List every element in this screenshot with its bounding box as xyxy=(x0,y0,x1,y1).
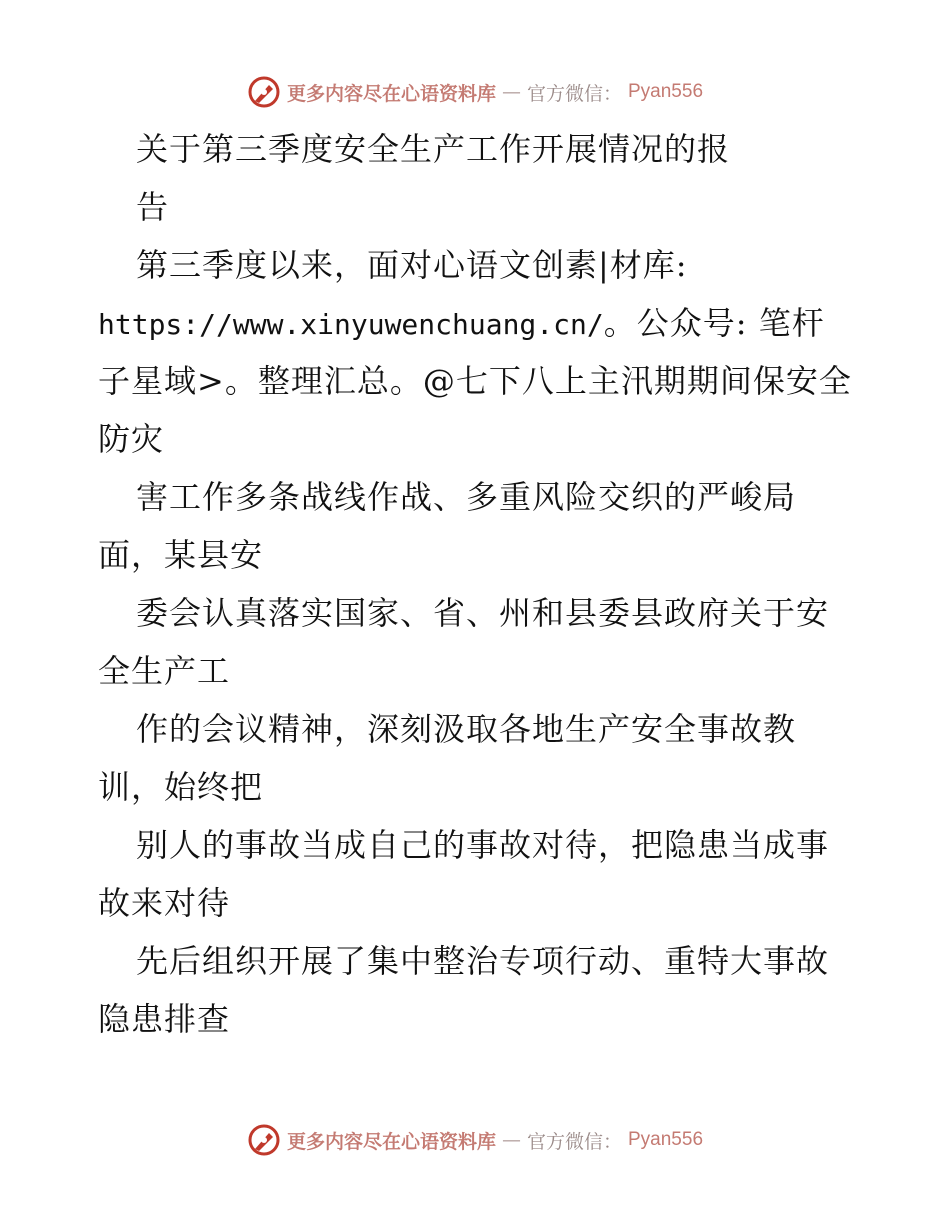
pen-nib-circle-logo-icon xyxy=(247,1123,281,1157)
body-text-line: 作的会议精神，深刻汲取各地生产安全事故教 xyxy=(136,710,797,748)
document-body xyxy=(98,120,858,1048)
banner-wechat-label: 官方微信： xyxy=(526,1130,622,1153)
body-text-line: 故来对待 xyxy=(98,884,231,922)
body-text-line: 子星域>。整理汇总。@七下八上主汛期期间保安全 xyxy=(98,362,852,400)
body-text-line: 别人的事故当成自己的事故对待，把隐患当成事 xyxy=(136,826,830,864)
body-text-line: 全生产工 xyxy=(98,652,231,690)
pen-nib-circle-logo-icon xyxy=(247,75,281,109)
banner-wechat-id: Pyan556 xyxy=(628,1129,704,1150)
body-text-segment: 。公众号: 笔杆 xyxy=(603,304,825,342)
url-text: https://www.xinyuwenchuang.cn/ xyxy=(98,308,604,341)
footer-watermark-banner xyxy=(0,1120,950,1160)
banner-wechat-id: Pyan556 xyxy=(628,81,704,102)
body-text-line: 防灾 xyxy=(98,420,165,458)
body-text-line xyxy=(98,294,858,352)
body-text-line: 第三季度以来，面对心语文创素|材库: xyxy=(136,246,688,284)
document-title-line-2: 告 xyxy=(136,188,170,226)
document-title-line-1: 关于第三季度安全生产工作开展情况的报 xyxy=(136,130,731,168)
banner-wechat-label: 官方微信： xyxy=(526,82,622,105)
banner-separator: — xyxy=(501,81,521,103)
banner-content xyxy=(247,75,703,109)
body-text-line: 委会认真落实国家、省、州和县委县政府关于安 xyxy=(136,594,830,632)
document-paragraph xyxy=(98,236,858,1048)
header-watermark-banner xyxy=(0,72,950,112)
banner-content xyxy=(247,1123,703,1157)
banner-site-text: 更多内容尽在心语资料库 xyxy=(286,82,496,105)
body-text-line: 训，始终把 xyxy=(98,768,264,806)
body-text-line: 先后组织开展了集中整治专项行动、重特大事故 xyxy=(136,942,830,980)
body-text-line: 面，某县安 xyxy=(98,536,264,574)
body-text-line: 害工作多条战线作战、多重风险交织的严峻局 xyxy=(136,478,797,516)
banner-site-text: 更多内容尽在心语资料库 xyxy=(286,1130,496,1153)
banner-separator: — xyxy=(501,1129,521,1151)
body-text-line: 隐患排查 xyxy=(98,1000,231,1038)
